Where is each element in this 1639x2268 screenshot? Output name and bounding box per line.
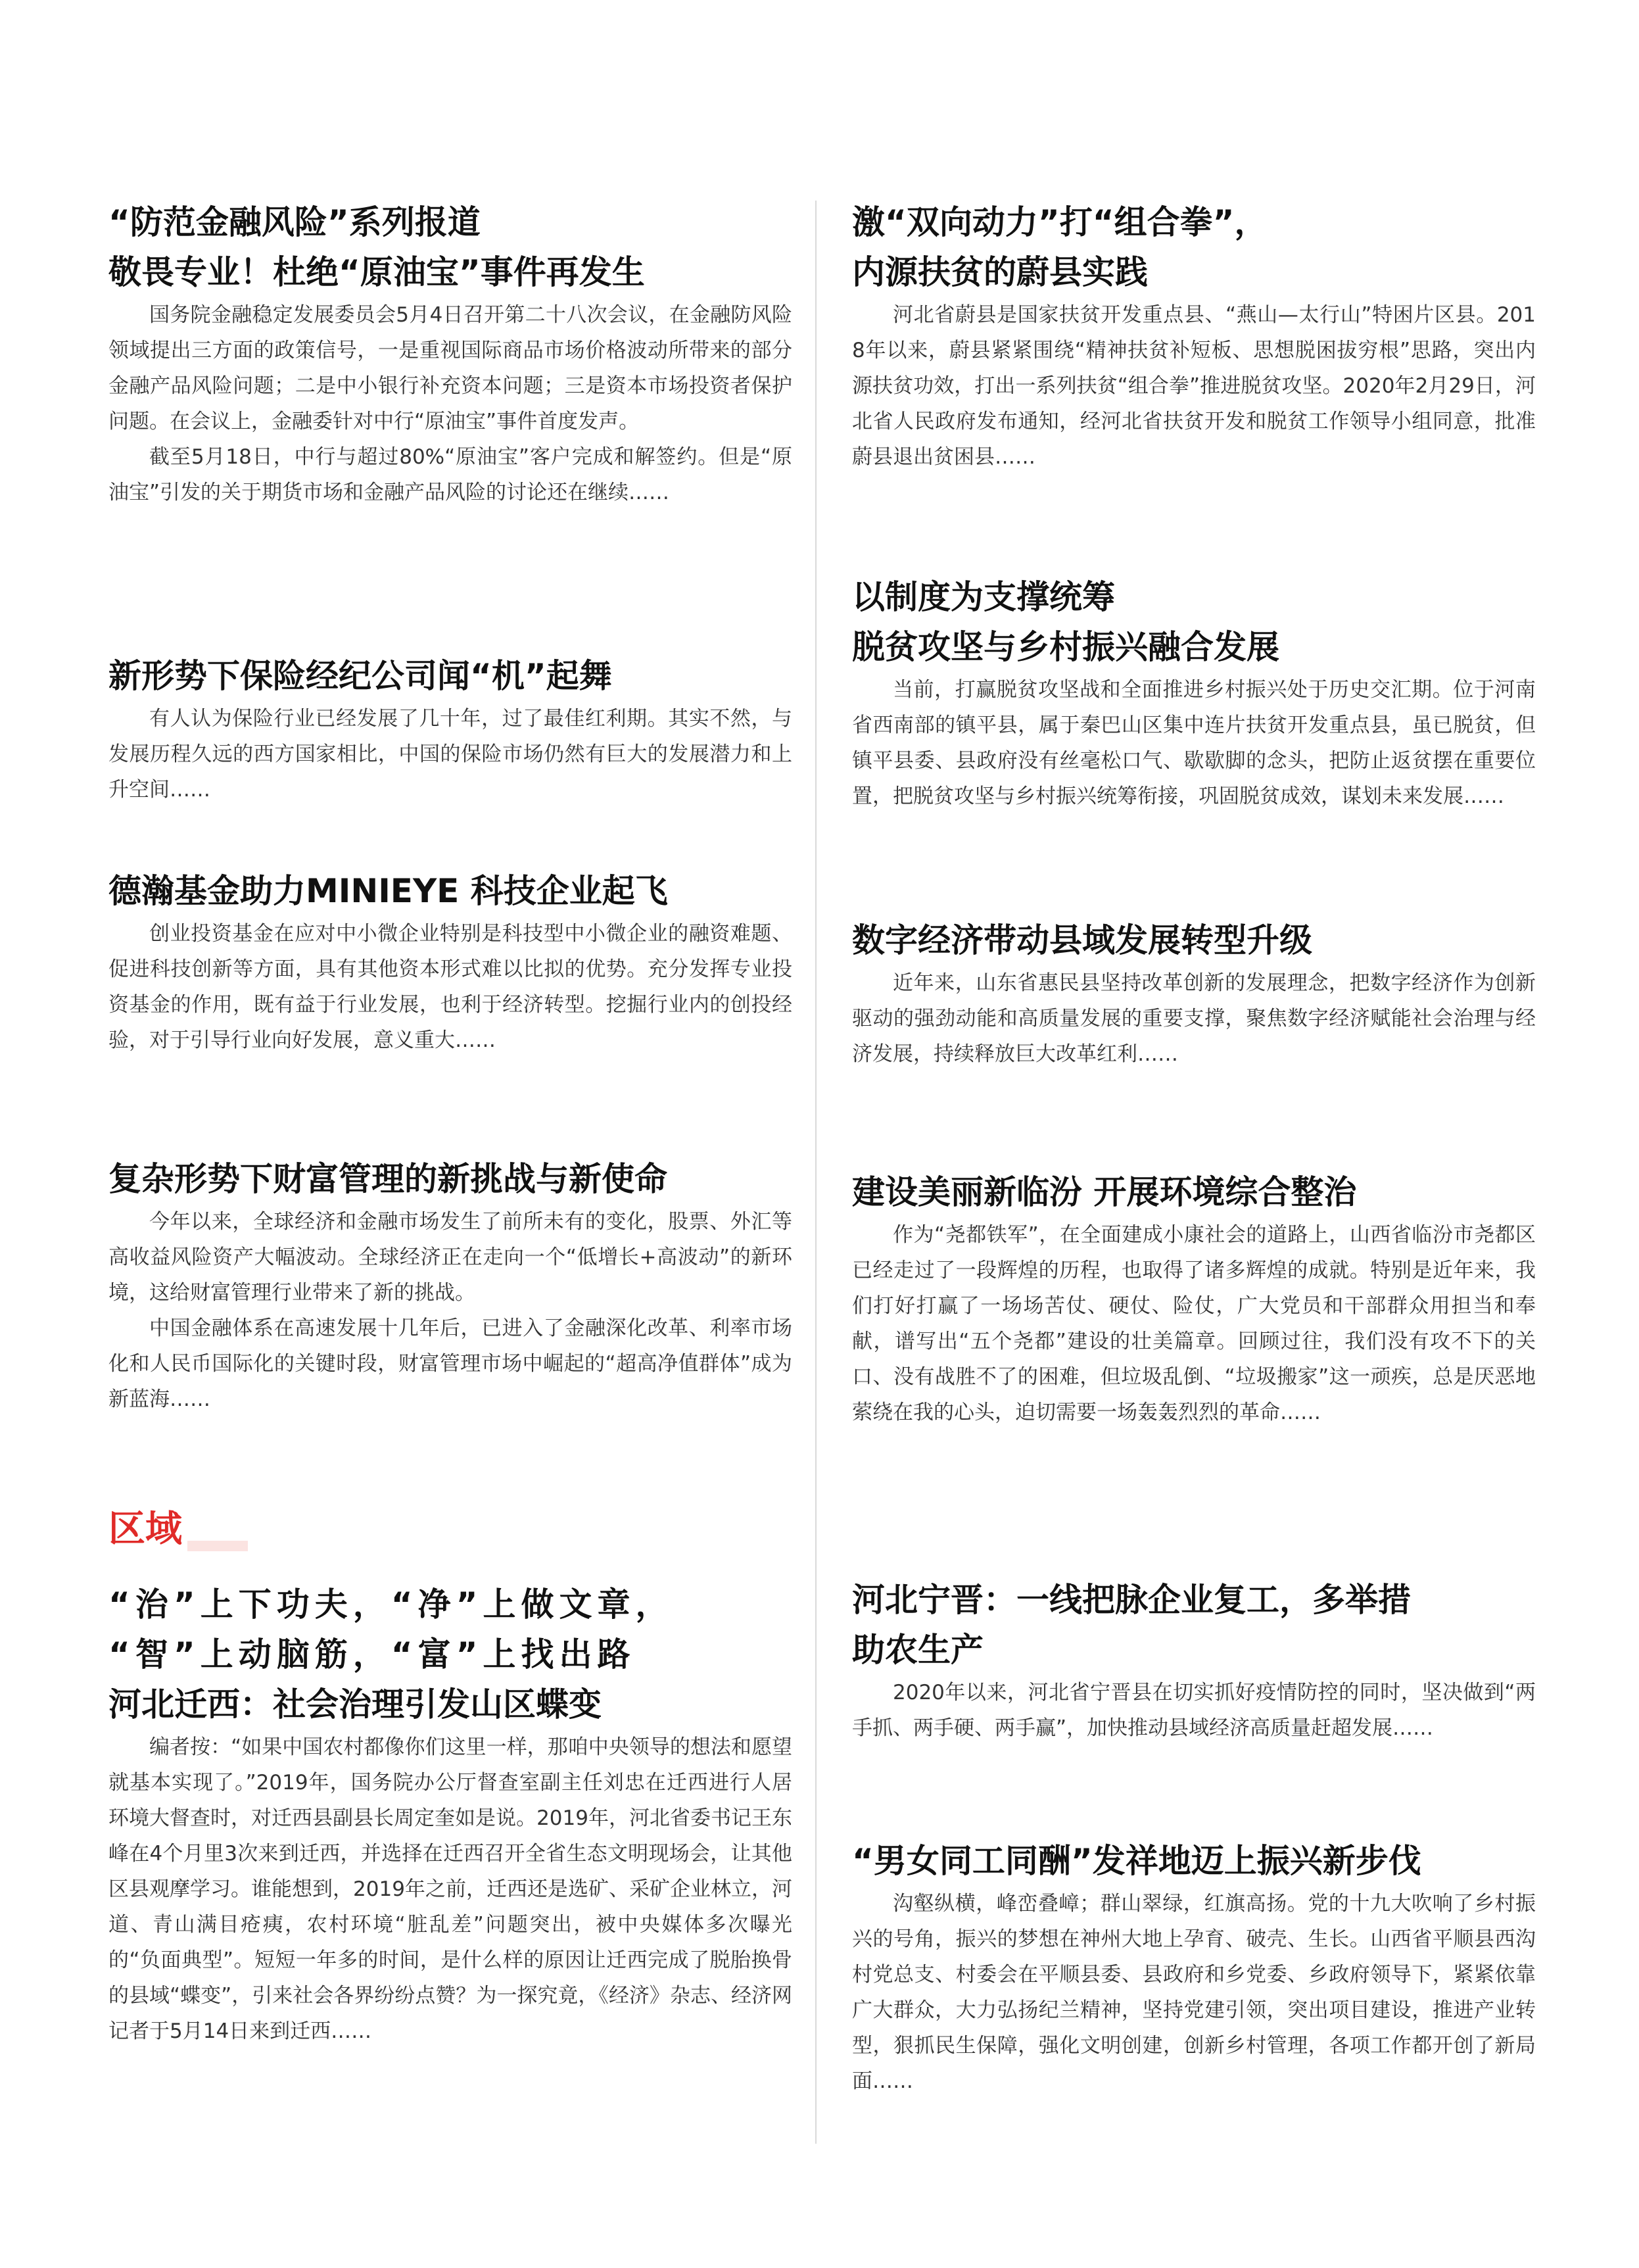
article-title: 脱贫攻坚与乡村振兴融合发展 [852,628,1279,666]
article-paragraph: 作为“尧都铁军”，在全面建成小康社会的道路上，山西省临汾市尧都区已经走过了一段辉煌的历程，也取得了诸多辉煌的成就。特别是近年来，我们打好打赢了一场场苦仗、硬仗、险仗，广大党员和干部群众用担当和奉献，谱写出“五个尧都”建设的壮美篇章。回顾过往，我们没有攻不下的关口、没有战胜不了的困难，但垃圾乱倒、“垃圾搬家”这一顽疾，总是厌恶地萦绕在我的心头，迫切需要一场轰轰烈烈的革命…… [852,1223,1536,1424]
article-kicker: “防范金融风险”系列报道 [108,203,481,241]
article-title: 河北迁西：社会治理引发山区蝶变 [108,1685,602,1724]
article-paragraph: 有人认为保险行业已经发展了几十年，过了最佳红利期。其实不然，与发展历程久远的西方国家相比，中国的保险市场仍然有巨大的发展潜力和上升空间…… [108,707,792,802]
article-wealth-management [108,1154,792,1417]
article-paragraph: 创业投资基金在应对中小微企业特别是科技型中小微企业的融资难题、促进科技创新等方面，具有其他资本形式难以比拟的优势。充分发挥专业投资基金的作用，既有益于行业发展，也利于经济转型。挖掘行业内的创投经验，对于引导行业向好发展，意义重大…… [108,922,792,1052]
article-kicker: “智”上动脑筋，“富”上找出路 [108,1635,636,1674]
article-xigou [852,1836,1536,2099]
section-label-underline [187,1541,248,1551]
article-paragraph: 沟壑纵横，峰峦叠嶂；群山翠绿，红旗高扬。党的十九大吹响了乡村振兴的号角，振兴的梦想在神州大地上孕育、破壳、生长。山西省平顺县西沟村党总支、村委会在平顺县委、县政府和乡党委、乡政府领导下，紧紧依靠广大群众，大力弘扬纪兰精神，坚持党建引领，突出项目建设，推进产业转型，狠抓民生保障，强化文明创建，创新乡村管理，各项工作都开创了新局面…… [852,1892,1536,2093]
article-paragraph: 当前，打赢脱贫攻坚战和全面推进乡村振兴处于历史交汇期。位于河南省西南部的镇平县，属于秦巴山区集中连片扶贫开发重点县，虽已脱贫，但镇平县委、县政府没有丝毫松口气、歇歇脚的念头，把防止返贫摆在重要位置，把脱贫攻坚与乡村振兴统筹衔接，巩固脱贫成效，谋划未来发展…… [852,678,1536,808]
article-title: 敬畏专业！杜绝“原油宝”事件再发生 [108,253,645,291]
article-title: 德瀚基金助力MINIEYE 科技企业起飞 [108,872,668,910]
article-title: 以制度为支撑统筹 [852,578,1115,616]
article-title: 助农生产 [852,1631,984,1669]
article-paragraph: 中国金融体系在高速发展十几年后，已进入了金融深化改革、利率市场化和人民币国际化的关键时段，财富管理市场中崛起的“超高净值群体”成为新蓝海…… [108,1316,792,1411]
section-label-region [108,1503,247,1562]
article-qianxi [108,1580,792,2049]
article-ningjin [852,1575,1536,1746]
article-paragraph: 截至5月18日，中行与超过80%“原油宝”客户完成和解签约。但是“原油宝”引发的关于期货市场和金融产品风险的讨论还在继续…… [108,445,792,504]
article-yuanyoubao [108,197,792,510]
article-kicker: “治”上下功夫，“净”上做文章， [108,1585,674,1624]
article-insurance [108,651,792,808]
article-digital-economy [852,915,1536,1072]
article-title: 数字经济带动县域发展转型升级 [852,921,1312,959]
article-paragraph: 国务院金融稳定发展委员会5月4日召开第二十八次会议，在金融防风险领域提出三方面的政策信号，一是重视国际商品市场价格波动所带来的部分金融产品风险问题；二是中小银行补充资本问题；三是资本市场投资者保护问题。在会议上，金融委针对中行“原油宝”事件首度发声。 [108,303,792,433]
article-paragraph: 2020年以来，河北省宁晋县在切实抓好疫情防控的同时，坚决做到“两手抓、两手硬、两手赢”，加快推动县域经济高质量赶超发展…… [852,1681,1536,1740]
section-label-text: 区域 [108,1508,182,1551]
article-title: 河北宁晋：一线把脉企业复工，多举措 [852,1581,1411,1619]
article-title: “男女同工同酬”发祥地迈上振兴新步伐 [852,1842,1421,1880]
article-dehan-fund [108,866,792,1058]
article-title: 激“双向动力”打“组合拳”， [852,203,1268,241]
article-title: 建设美丽新临汾 开展环境综合整治 [852,1173,1357,1211]
article-paragraph: 编者按：“如果中国农村都像你们这里一样，那咱中央领导的想法和愿望就基本实现了。”2019年，国务院办公厅督查室副主任刘忠在迁西进行人居环境大督查时，对迁西县副县长周定奎如是说。2019年，河北省委书记王东峰在4个月里3次来到迁西，并选择在迁西召开全省生态文明现场会，让其他区县观摩学习。谁能想到，2019年之前，迁西还是选矿、采矿企业林立，河道、青山满目疮痍，农村环境“脏乱差”问题突出，被中央媒体多次曝光的“负面典型”。短短一年多的时间，是什么样的原因让迁西完成了脱胎换骨的县域“蝶变”，引来社会各界纷纷点赞？为一探究竟，《经济》杂志、经济网记者于5月14日来到迁西…… [108,1735,792,2043]
article-title: 新形势下保险经纪公司闻“机”起舞 [108,657,612,695]
article-paragraph: 河北省蔚县是国家扶贫开发重点县、“燕山—太行山”特困片区县。2018年以来，蔚县紧紧围绕“精神扶贫补短板、思想脱困拔穷根”思路，突出内源扶贫功效，打出一系列扶贫“组合拳”推进脱贫攻坚。2020年2月29日，河北省人民政府发布通知，经河北省扶贫开发和脱贫工作领导小组同意，批准蔚县退出贫困县…… [852,303,1536,469]
article-linfen [852,1167,1536,1430]
article-yuxian [852,197,1536,475]
article-zhenping [852,572,1536,814]
article-title: 内源扶贫的蔚县实践 [852,253,1148,291]
article-paragraph: 今年以来，全球经济和金融市场发生了前所未有的变化，股票、外汇等高收益风险资产大幅波动。全球经济正在走向一个“低增长+高波动”的新环境，这给财富管理行业带来了新的挑战。 [108,1210,792,1305]
article-title: 复杂形势下财富管理的新挑战与新使命 [108,1160,667,1198]
article-paragraph: 近年来，山东省惠民县坚持改革创新的发展理念，把数字经济作为创新驱动的强劲动能和高质量发展的重要支撑，聚焦数字经济赋能社会治理与经济发展，持续释放巨大改革红利…… [852,971,1536,1066]
column-divider [815,201,817,2144]
